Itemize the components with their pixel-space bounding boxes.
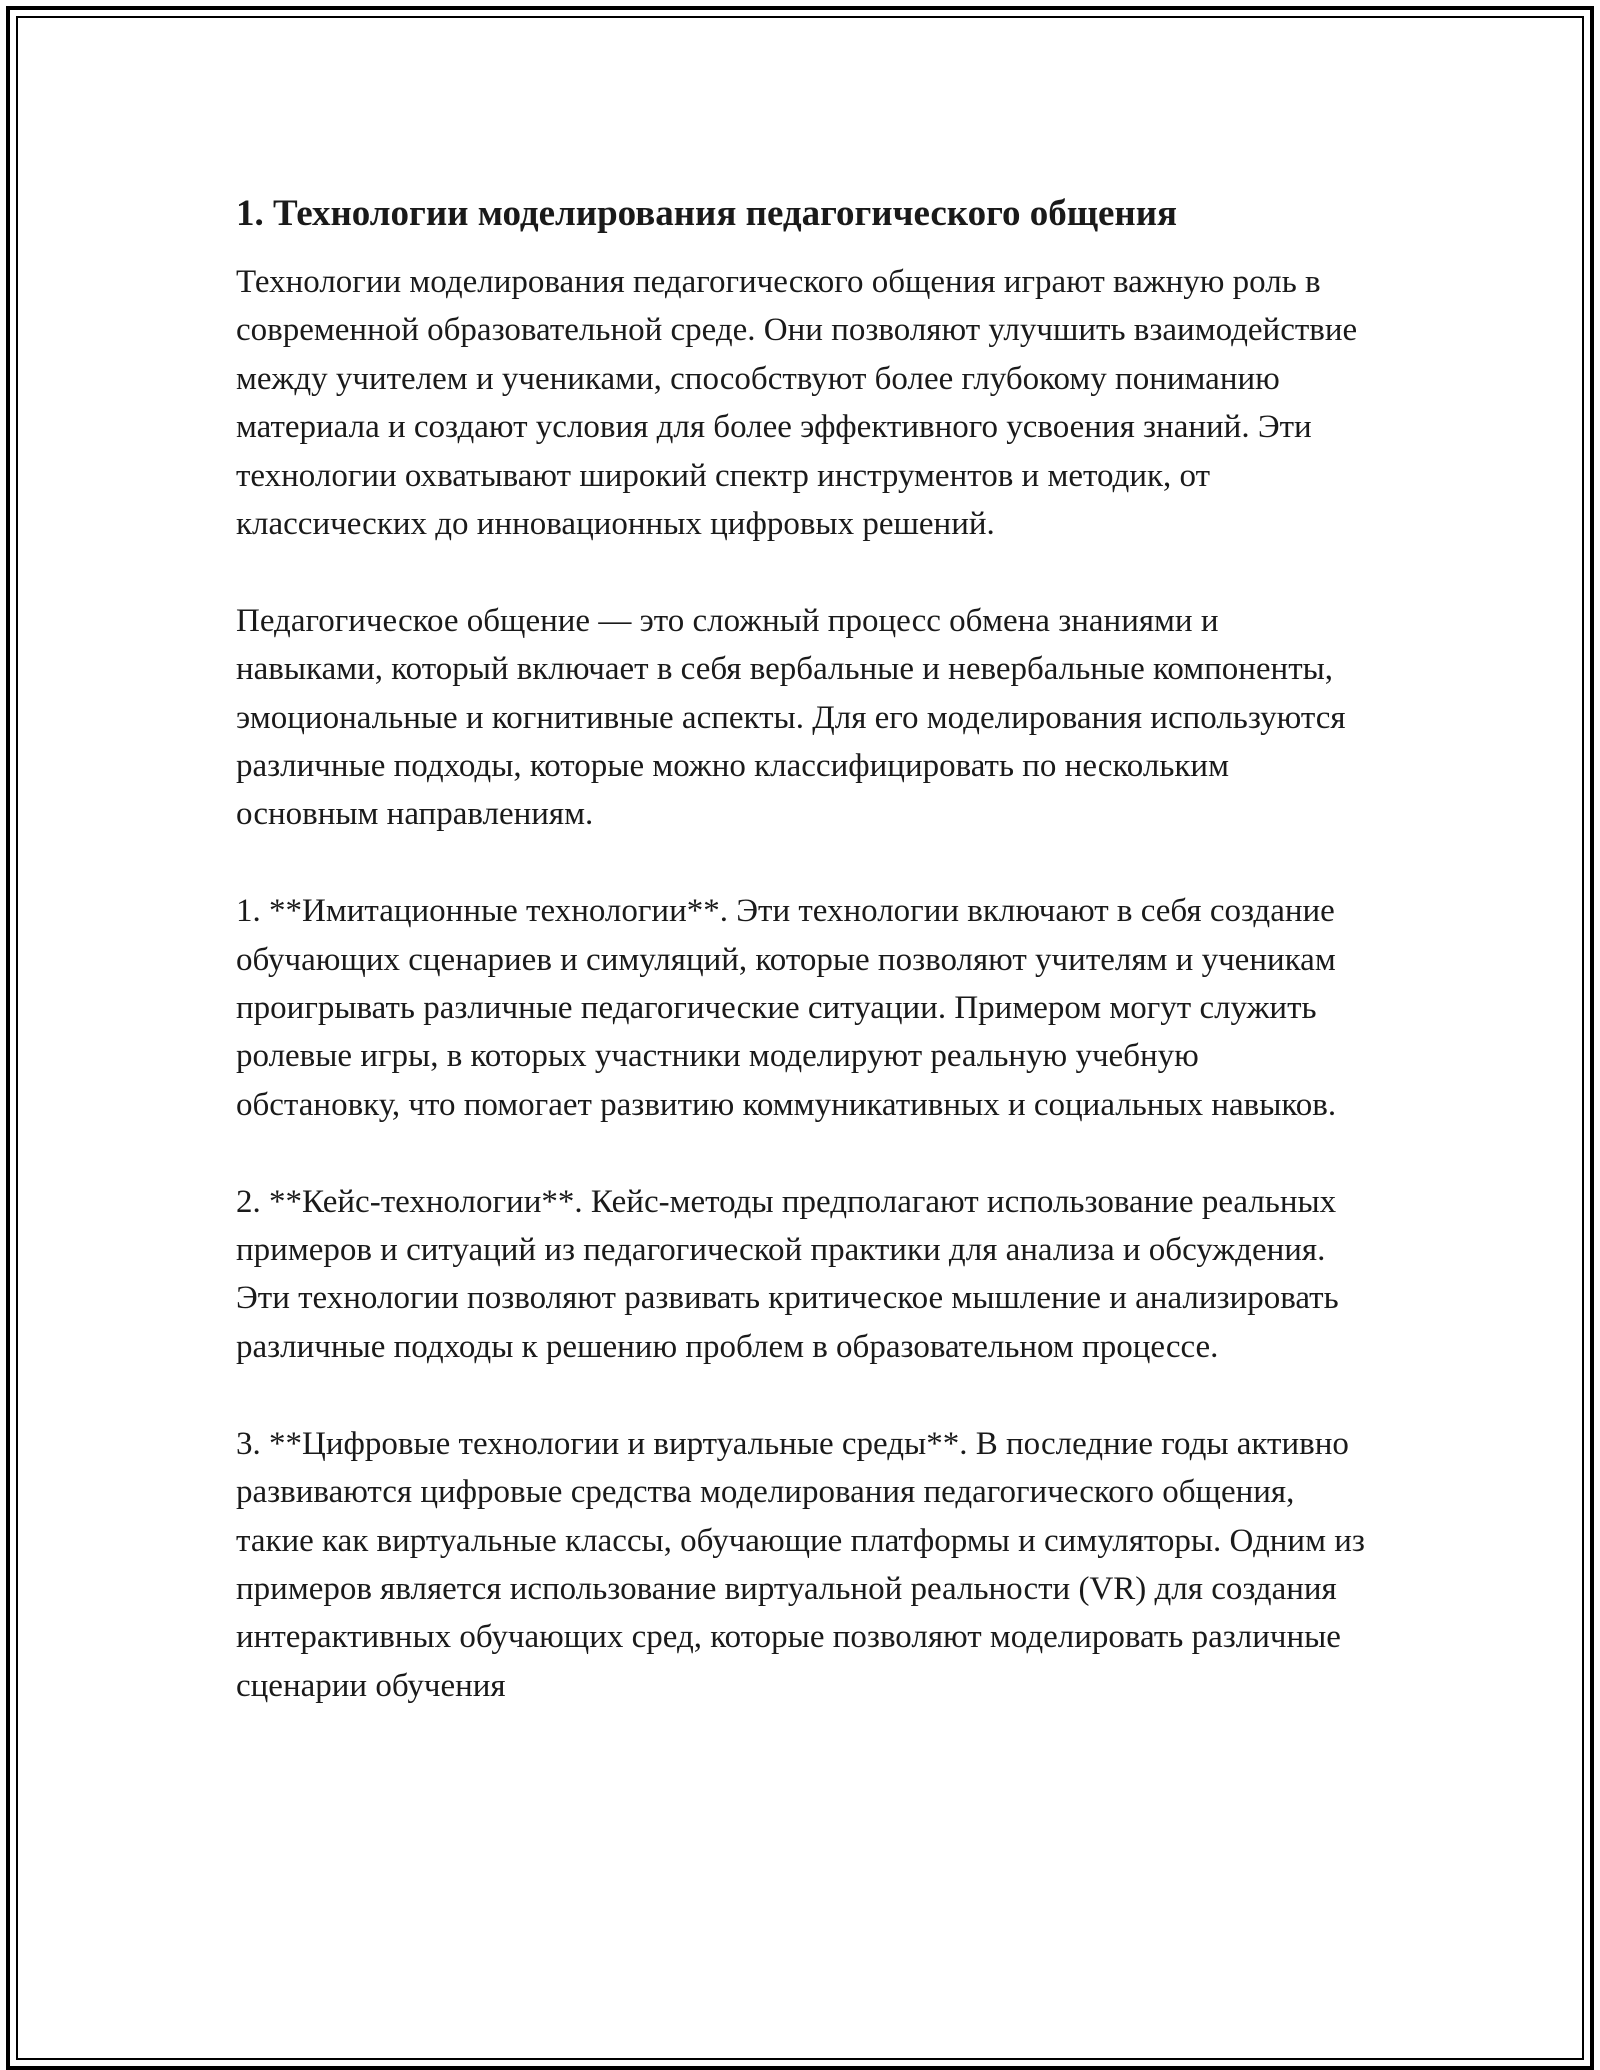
document-body <box>236 186 1368 1759</box>
paragraph-imitation-technologies: 1. **Имитационные технологии**. Эти технологии включают в себя создание обучающих сценариев и симуляций, которые позволяют учителям и ученикам проигрывать различные педагогические ситуации. Примером могут служить ролевые игры, в которых участники моделируют реальную учебную обстановку, что помогает развитию коммуникативных и социальных навыков. <box>236 893 1337 1123</box>
paragraph-pedagogical-communication: Педагогическое общение — это сложный процесс обмена знаниями и навыками, который включает в себя вербальные и невербальные компоненты, эмоциональные и когнитивные аспекты. Для его моделирования используются различные подходы, которые можно классифицировать по нескольким основным направлениям. <box>236 602 1346 833</box>
paragraph-case-technologies: 2. **Кейс-технологии**. Кейс-методы предполагают использование реальных примеров и ситуаций из педагогической практики для анализа и обсуждения. Эти технологии позволяют развивать критическое мышление и анализировать различные подходы к решению проблем в образовательном процессе. <box>236 1183 1339 1365</box>
paragraph-digital-technologies: 3. **Цифровые технологии и виртуальные среды**. В последние годы активно развиваются цифровые средства моделирования педагогического общения, такие как виртуальные классы, обучающие платформы и симуляторы. Одним из примеров является использование виртуальной реальности (VR) для создания интерактивных обучающих сред, которые позволяют моделировать различные сценарии обучения <box>236 1425 1365 1704</box>
section-heading: 1. Технологии моделирования педагогического общения <box>236 193 1178 234</box>
paragraph-intro: Технологии моделирования педагогического общения играют важную роль в современной образовательной среде. Они позволяют улучшить взаимодействие между учителем и учениками, способствуют более глубокому пониманию материала и создают условия для более эффективного усвоения знаний. Эти технологии охватывают широкий спектр инструментов и методик, от классических до инновационных цифровых решений. <box>236 264 1358 543</box>
